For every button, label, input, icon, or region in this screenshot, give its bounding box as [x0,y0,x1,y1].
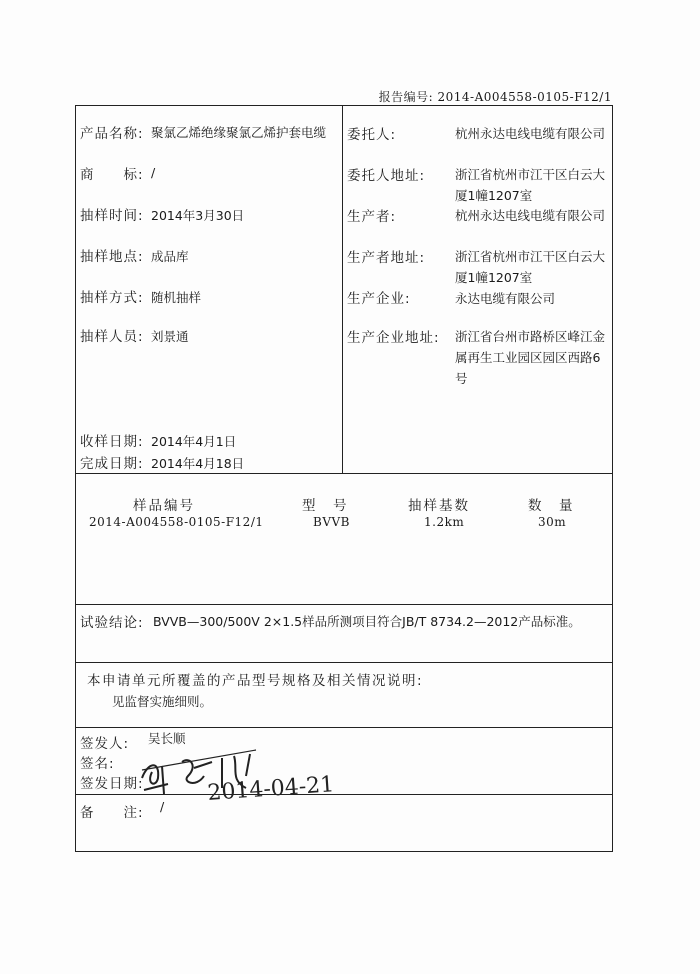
handwritten-date: 2014-04-21 [206,772,335,806]
quantity-cell: 30m [538,515,567,529]
sampling-place-label: 抽样地点: [80,249,144,265]
client-address-label: 委托人地址: [347,168,426,184]
conclusion-text: BVVB—300/500V 2×1.5样品所测项目符合JB/T 8734.2—2012产品标准。 [153,614,581,629]
sampling-base-header: 抽样基数 [408,498,470,514]
sampling-base-cell: 1.2km [424,515,465,529]
sampler-value: 刘景通 [151,329,189,344]
frame-top [75,105,613,106]
manufacturer-address-label: 生产企业地址: [347,330,440,346]
client-label: 委托人: [347,127,397,143]
sampler-label: 抽样人员: [80,329,144,345]
client-value: 杭州永达电线电缆有限公司 [455,126,606,141]
manufacturer-value: 永达电缆有限公司 [455,291,556,306]
issuer-value: 吴长顺 [148,731,186,746]
sampling-time-label: 抽样时间: [80,208,144,224]
signature-label: 签名: [80,756,115,772]
trademark-value: / [151,165,156,180]
issue-date-label: 签发日期: [80,776,144,792]
received-date-label: 收样日期: [80,434,144,450]
frame-left [75,105,76,852]
sampling-time-value: 2014年3月30日 [151,208,245,223]
producer-value: 杭州永达电线电缆有限公司 [455,208,606,223]
conclusion-label: 试验结论: [80,615,144,631]
model-header: 型 号 [302,498,349,514]
quantity-header: 数 量 [528,498,575,514]
product-name-value: 聚氯乙烯绝缘聚氯乙烯护套电缆 [151,125,327,140]
frame-bottom [75,851,613,852]
report-number: 报告编号: 2014-A004558-0105-F12/1 [378,90,612,104]
producer-address-value: 浙江省杭州市江干区白云大厦1幢1207室 [455,249,606,285]
sample-number-header: 样品编号 [133,498,195,514]
column-divider [342,105,343,474]
scope-heading: 本申请单元所覆盖的产品型号规格及相关情况说明: [87,673,424,689]
row-divider-2 [75,604,613,605]
remarks-value: / [160,799,165,814]
frame-right [612,105,613,852]
completed-date-label: 完成日期: [80,456,144,472]
remarks-label: 备 注: [80,805,144,821]
row-divider-3 [75,662,613,663]
model-cell: BVVB [313,515,350,529]
row-divider-4 [75,727,613,728]
manufacturer-address-value: 浙江省台州市路桥区峰江金属再生工业园区园区西路6号 [455,329,606,386]
client-address-value: 浙江省杭州市江干区白云大厦1幢1207室 [455,167,606,203]
sampling-method-value: 随机抽样 [151,290,202,305]
sampling-place-value: 成品库 [151,249,189,264]
trademark-label: 商 标: [80,167,144,183]
handwritten-signature [138,732,368,807]
received-date-value: 2014年4月1日 [151,434,237,449]
sampling-method-label: 抽样方式: [80,290,144,306]
completed-date-value: 2014年4月18日 [151,456,245,471]
producer-label: 生产者: [347,209,397,225]
row-divider-1 [75,473,613,474]
sample-number-cell: 2014-A004558-0105-F12/1 [89,515,264,529]
scope-text: 见监督实施细则。 [112,694,213,709]
producer-address-label: 生产者地址: [347,250,426,266]
manufacturer-label: 生产企业: [347,291,411,307]
issuer-label: 签发人: [80,736,130,752]
product-name-label: 产品名称: [80,126,144,142]
